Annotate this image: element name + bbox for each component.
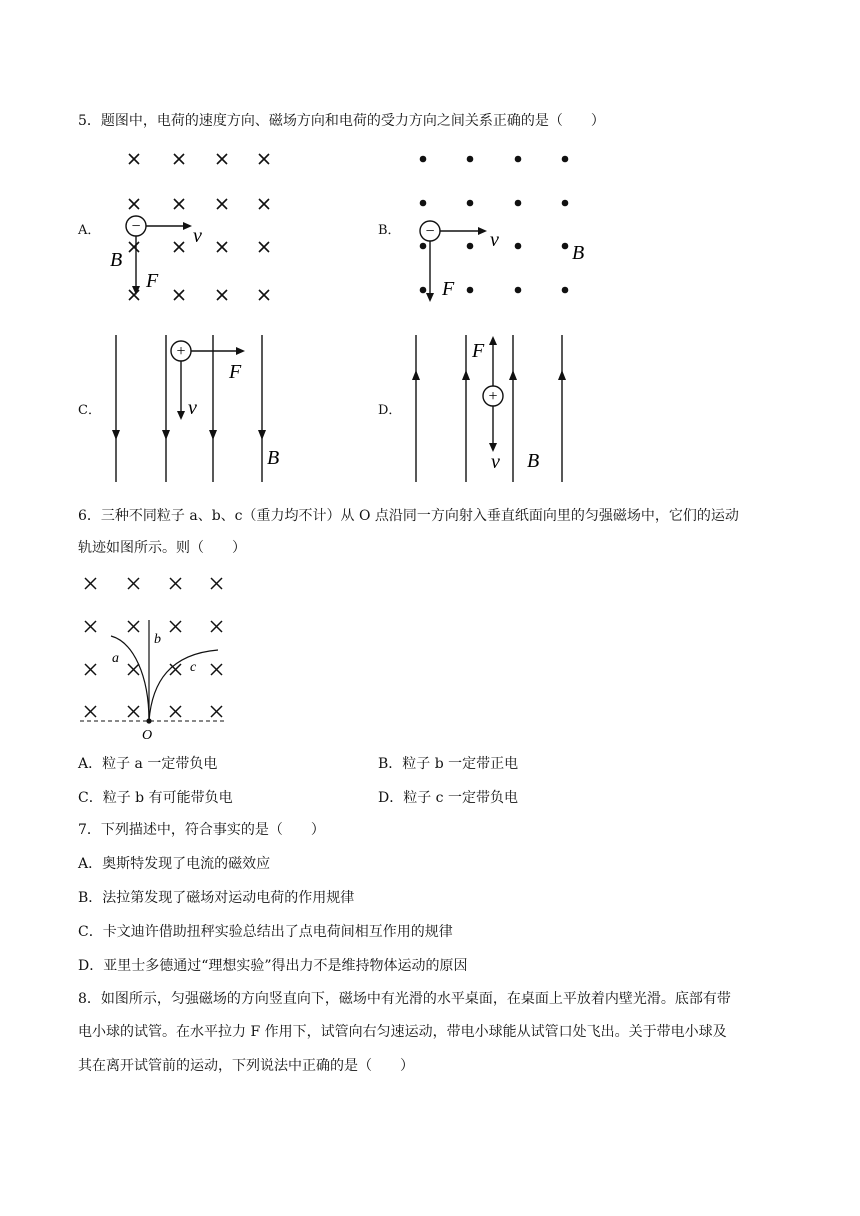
charge-sign: + [176, 343, 186, 360]
q5-option-a-label: A． [78, 223, 101, 238]
velocity-label: v [490, 229, 499, 251]
q7-option-b: B．法拉第发现了磁场对运动电荷的作用规律 [78, 890, 355, 906]
velocity-label: v [491, 451, 500, 473]
q7-option-c: C．卡文迪许借助扭秤实验总结出了点电荷间相互作用的规律 [78, 924, 453, 940]
q5-figure-a [110, 145, 290, 310]
force-label: F [442, 278, 455, 300]
q6-stem-line1: 6．三种不同粒子 a、b、c（重力均不计）从 O 点沿同一方向射入垂直纸面向里的匀强磁场中，它们的运动 [78, 508, 739, 524]
q5-option-b-label: B． [378, 223, 401, 238]
track-b-label: b [154, 632, 161, 647]
force-label: F [472, 340, 485, 362]
q5-stem: 5．题图中，电荷的速度方向、磁场方向和电荷的受力方向之间关系正确的是（ ） [78, 113, 605, 129]
q8-stem-line2: 电小球的试管。在水平拉力 F 作用下，试管向右匀速运动，带电小球能从试管口处飞出。关于带电小球及 [78, 1024, 727, 1040]
q6-option-d: D．粒子 c 一定带负电 [378, 790, 518, 806]
origin-label: O [142, 728, 153, 743]
arrow-right-icon [236, 347, 245, 355]
charge-sign: − [131, 218, 141, 235]
arrow-down-icon [426, 293, 434, 302]
arrow-down-icon [177, 411, 185, 420]
q8-stem-line3: 其在离开试管前的运动，下列说法中正确的是（ ） [78, 1058, 414, 1074]
field-label: B [110, 249, 123, 271]
origin-dot [146, 718, 151, 723]
charge-sign: − [425, 223, 435, 240]
charge-sign: + [488, 388, 498, 405]
q7-stem: 7．下列描述中，符合事实的是（ ） [78, 822, 325, 838]
q6-stem-line2: 轨迹如图所示。则（ ） [78, 540, 246, 556]
track-a-label: a [112, 651, 119, 666]
q6-option-a: A．粒子 a 一定带负电 [78, 756, 218, 772]
q8-stem-line1: 8．如图所示，匀强磁场的方向竖直向下，磁场中有光滑的水平桌面，在桌面上平放着内壁光滑。底部有带 [78, 991, 731, 1007]
q5-figure-b [408, 145, 598, 310]
force-label: F [229, 361, 242, 383]
field-label: B [527, 450, 540, 472]
arrow-right-icon [183, 222, 192, 230]
force-label: F [146, 270, 159, 292]
q5-figure-c [105, 330, 295, 490]
velocity-label: v [188, 397, 197, 419]
q5-option-c-label: C． [78, 403, 101, 418]
q6-option-b: B．粒子 b 一定带正电 [378, 756, 519, 772]
track-c-label: c [190, 660, 197, 675]
field-label: B [267, 447, 280, 469]
q7-option-d: D．亚里士多德通过“理想实验”得出力不是维持物体运动的原因 [78, 958, 468, 974]
track-c [149, 650, 218, 721]
q6-option-c: C．粒子 b 有可能带负电 [78, 790, 233, 806]
arrow-up-icon [489, 336, 497, 345]
field-lines-up [416, 335, 562, 482]
q7-option-a: A．奥斯特发现了电流的磁效应 [78, 856, 271, 872]
q6-figure [78, 570, 238, 745]
q5-figure-d [405, 330, 595, 490]
velocity-label: v [193, 225, 202, 247]
q5-option-d-label: D． [378, 403, 402, 418]
field-label: B [572, 242, 585, 264]
arrow-right-icon [478, 227, 487, 235]
dot-grid [420, 156, 569, 294]
